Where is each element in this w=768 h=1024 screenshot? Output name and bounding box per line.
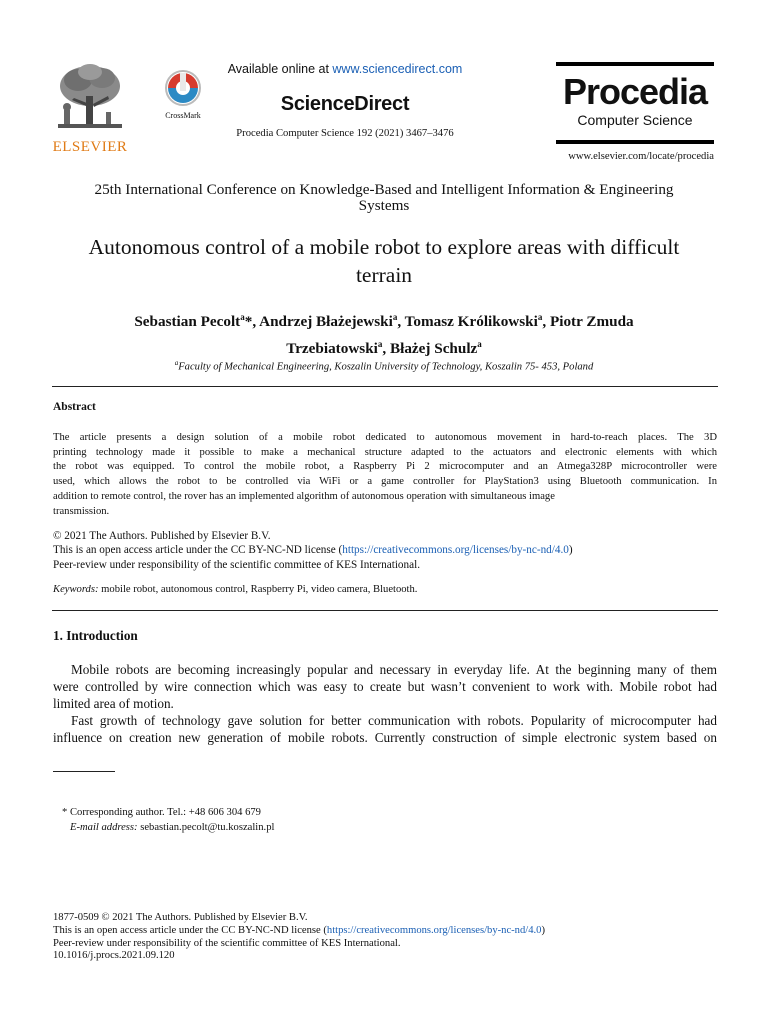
keywords-label: Keywords: xyxy=(53,584,99,595)
footer-license xyxy=(53,925,717,938)
conference-line-2: Systems xyxy=(358,197,410,214)
author-affiliation-sup: a xyxy=(240,312,245,322)
conference-line-1: 25th International Conference on Knowledge-Based and Intelligent Information & Engineering xyxy=(94,181,674,198)
crossmark-icon xyxy=(164,69,202,107)
license-prefix: This is an open access article under the CC BY-NC-ND license ( xyxy=(53,544,343,557)
author-name: Błażej Schulz xyxy=(389,340,478,358)
author-name: Tomasz Królikowski xyxy=(404,313,538,331)
author-name: Trzebiatowski xyxy=(286,340,378,358)
elsevier-logo xyxy=(50,60,130,155)
keywords-text: mobile robot, autonomous control, Raspberry Pi, video camera, Bluetooth. xyxy=(98,584,418,595)
conference-title xyxy=(40,182,728,214)
affiliation xyxy=(40,359,728,373)
footnote-rule xyxy=(53,771,115,772)
available-prefix: Available online at xyxy=(227,62,333,76)
footer-license-link[interactable]: https://creativecommons.org/licenses/by-nc-nd/4.0 xyxy=(326,924,542,936)
author-name: Andrzej Błażejewski xyxy=(259,313,393,331)
corresponding-author-text: Corresponding author. Tel.: +48 606 304 679 xyxy=(69,807,261,818)
intro-line: Fast growth of technology gave solution for better communication with robots. Popularity of microcomputer had xyxy=(71,713,717,728)
intro-line: influence on creation new generation of mobile robots. Currently construction of simple electronic system based on xyxy=(53,730,717,745)
footer-peer-review: Peer-review under responsibility of the scientific committee of KES International. xyxy=(53,937,401,949)
article-title xyxy=(40,233,728,289)
author-separator: , xyxy=(382,340,390,358)
abstract-line: the robot was equipped. To control the mobile robot, a Raspberry Pi 2 microcomputer and an Atmega328P microcontroller were xyxy=(53,461,717,473)
license-notice xyxy=(53,543,717,557)
intro-line: limited area of motion. xyxy=(53,696,174,711)
elsevier-wordmark: ELSEVIER xyxy=(52,139,128,155)
authors xyxy=(40,306,728,360)
footer-doi[interactable]: 10.1016/j.procs.2021.09.120 xyxy=(53,950,175,962)
intro-paragraph-1 xyxy=(53,661,717,712)
email-label: E-mail address: xyxy=(70,822,138,833)
license-link[interactable]: https://creativecommons.org/licenses/by-nc-nd/4.0 xyxy=(342,544,569,557)
abstract-heading: Abstract xyxy=(53,401,96,413)
footer-license-suffix: ) xyxy=(541,924,545,936)
authors-line-2 xyxy=(40,333,728,360)
email-line xyxy=(62,820,274,835)
intro-line: were controlled by wire connection which was easy to create but wasn’t convenient to work with. Mobile robot had xyxy=(53,679,717,694)
author-separator: , xyxy=(252,313,260,331)
page-footer xyxy=(53,912,717,963)
abstract-line: transmission. xyxy=(53,505,110,517)
corresponding-author xyxy=(62,805,274,820)
copyright-notice: © 2021 The Authors. Published by Elsevier B.V. xyxy=(53,530,271,542)
intro-paragraph-2 xyxy=(53,712,717,746)
author-affiliation-sup: a xyxy=(377,339,383,350)
abstract-body xyxy=(53,431,717,519)
license-suffix: ) xyxy=(568,544,573,557)
affiliation-text: Faculty of Mechanical Engineering, Koszalin University of Technology, Koszalin 75- 453, Poland xyxy=(178,361,594,373)
author-name: Piotr Zmuda xyxy=(549,313,634,331)
author-affiliation-sup: a xyxy=(477,339,482,350)
procedia-logo xyxy=(556,62,714,144)
authors-line-1 xyxy=(40,306,728,333)
elsevier-tree-icon xyxy=(50,60,130,132)
affiliation-sup: a xyxy=(174,359,179,367)
author-affiliation-sup: a xyxy=(392,312,398,322)
email-address[interactable]: sebastian.pecolt@tu.koszalin.pl xyxy=(137,822,275,833)
procedia-title: Procedia xyxy=(562,71,708,112)
abstract-license-block xyxy=(53,529,717,572)
author-affiliation-sup: a xyxy=(537,312,543,322)
title-line-2: terrain xyxy=(355,263,413,287)
abstract-line: used, which allows the robot to be controlled via WiFi or a game controller for PlayStation3 using Bluetooth communication. In xyxy=(53,476,717,488)
sciencedirect-wordmark: ScienceDirect xyxy=(280,93,410,115)
author-separator: , xyxy=(542,313,550,331)
footer-issn-copyright: 1877-0509 © 2021 The Authors. Published by Elsevier B.V. xyxy=(53,912,308,923)
journal-url[interactable]: www.elsevier.com/locate/procedia xyxy=(568,151,714,162)
peer-review-notice: Peer-review under responsibility of the scientific committee of KES International. xyxy=(53,558,420,571)
available-online xyxy=(200,62,490,76)
sciencedirect-link[interactable]: www.sciencedirect.com xyxy=(332,62,463,76)
journal-reference: Procedia Computer Science 192 (2021) 3467–3476 xyxy=(236,128,454,139)
author-corresponding-mark: * xyxy=(244,313,253,331)
abstract-line: printing technology made it possible to make a mechanical structure adapted to the actuators and electronic elements with which xyxy=(53,446,717,458)
divider-bottom xyxy=(52,610,718,611)
footnote-marker: * xyxy=(62,807,70,818)
footnote xyxy=(62,805,274,835)
procedia-subtitle: Computer Science xyxy=(577,112,693,128)
title-line-1: Autonomous control of a mobile robot to explore areas with difficult xyxy=(88,235,680,259)
keywords xyxy=(53,584,417,595)
intro-line: Mobile robots are becoming increasingly popular and necessary in everyday life. At the beginning many of them xyxy=(71,662,717,677)
divider-top xyxy=(52,386,718,387)
author-name: Sebastian Pecolt xyxy=(134,313,241,331)
abstract-line: addition to remote control, the rover has an implemented algorithm of autonomous operation with simultaneous image xyxy=(53,490,555,502)
author-separator: , xyxy=(397,313,405,331)
footer-license-prefix: This is an open access article under the CC BY-NC-ND license ( xyxy=(53,924,327,936)
abstract-line: The article presents a design solution of a mobile robot dedicated to autonomous movement in hard-to-reach places. The 3D xyxy=(53,432,717,443)
section-heading-introduction: 1. Introduction xyxy=(53,628,138,643)
crossmark-label: CrossMark xyxy=(165,111,201,120)
